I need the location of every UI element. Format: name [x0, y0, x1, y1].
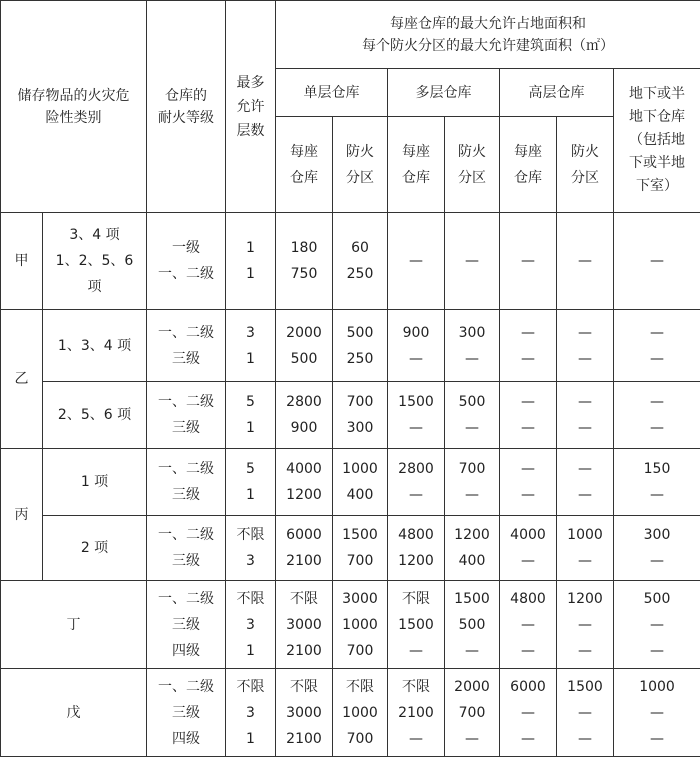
high-zone-cell: — — — [557, 382, 614, 449]
multi-zone-cell: 500 — — [445, 382, 500, 449]
item-cell: 2 项 — [43, 516, 147, 581]
high-zone-cell: — — — [557, 449, 614, 516]
single-ware-cell: 2800 900 — [276, 382, 333, 449]
multi-zone-cell: 300 — — [445, 310, 500, 382]
high-zone-cell: 1500 — — — [557, 669, 614, 757]
rating-cell: 一、二级 三级 四级 — [147, 581, 226, 669]
underground-cell: — — — [614, 310, 700, 382]
header-multi-fire-zone: 防火 分区 — [445, 117, 500, 213]
high-zone-cell: — — [557, 213, 614, 310]
underground-cell: 1000 — — — [614, 669, 700, 757]
high-ware-cell: — — [500, 213, 557, 310]
item-cell: 1 项 — [43, 449, 147, 516]
underground-cell: — — [614, 213, 700, 310]
rating-cell: 一、二级 三级 — [147, 516, 226, 581]
single-ware-cell: 不限 3000 2100 — [276, 581, 333, 669]
floors-cell: 5 1 — [226, 449, 276, 516]
high-zone-cell: 1200 — — — [557, 581, 614, 669]
header-high-fire-zone: 防火 分区 — [557, 117, 614, 213]
single-zone-cell: 不限 1000 700 — [333, 669, 388, 757]
category-jia: 甲 — [1, 213, 43, 310]
item-cell: 2、5、6 项 — [43, 382, 147, 449]
item-cell: 1、3、4 项 — [43, 310, 147, 382]
multi-zone-cell: 700 — — [445, 449, 500, 516]
floors-cell: 不限 3 1 — [226, 669, 276, 757]
high-zone-cell: 1000 — — [557, 516, 614, 581]
single-ware-cell: 不限 3000 2100 — [276, 669, 333, 757]
multi-zone-cell: 1200 400 — [445, 516, 500, 581]
underground-cell: 500 — — — [614, 581, 700, 669]
high-ware-cell: 4000 — — [500, 516, 557, 581]
single-zone-cell: 500 250 — [333, 310, 388, 382]
category-yi: 乙 — [1, 310, 43, 449]
single-ware-cell: 4000 1200 — [276, 449, 333, 516]
header-high-per-warehouse: 每座 仓库 — [500, 117, 557, 213]
category-wu: 戊 — [1, 669, 147, 757]
header-multi-per-warehouse: 每座 仓库 — [388, 117, 445, 213]
underground-cell: — — — [614, 382, 700, 449]
rating-cell: 一、二级 三级 — [147, 310, 226, 382]
high-ware-cell: 4800 — — — [500, 581, 557, 669]
multi-ware-cell: 不限 2100 — — [388, 669, 445, 757]
multi-ware-cell: 900 — — [388, 310, 445, 382]
high-ware-cell: — — — [500, 310, 557, 382]
rating-cell: 一级 一、二级 — [147, 213, 226, 310]
multi-zone-cell: — — [445, 213, 500, 310]
single-zone-cell: 60 250 — [333, 213, 388, 310]
floors-cell: 不限 3 1 — [226, 581, 276, 669]
high-zone-cell: — — — [557, 310, 614, 382]
single-zone-cell: 1500 700 — [333, 516, 388, 581]
single-zone-cell: 1000 400 — [333, 449, 388, 516]
floors-cell: 3 1 — [226, 310, 276, 382]
high-ware-cell: — — — [500, 382, 557, 449]
header-category: 储存物品的火灾危 险性类别 — [1, 1, 147, 213]
header-multi-storey: 多层仓库 — [388, 69, 500, 117]
high-ware-cell: 6000 — — — [500, 669, 557, 757]
multi-ware-cell: 4800 1200 — [388, 516, 445, 581]
single-ware-cell: 2000 500 — [276, 310, 333, 382]
single-zone-cell: 700 300 — [333, 382, 388, 449]
multi-ware-cell: 2800 — — [388, 449, 445, 516]
single-ware-cell: 180 750 — [276, 213, 333, 310]
rating-cell: 一、二级 三级 — [147, 382, 226, 449]
multi-ware-cell: 1500 — — [388, 382, 445, 449]
category-bing: 丙 — [1, 449, 43, 581]
single-ware-cell: 6000 2100 — [276, 516, 333, 581]
underground-cell: 150 — — [614, 449, 700, 516]
floors-cell: 1 1 — [226, 213, 276, 310]
header-area-title: 每座仓库的最大允许占地面积和 每个防火分区的最大允许建筑面积（㎡） — [276, 1, 700, 69]
multi-zone-cell: 1500 500 — — [445, 581, 500, 669]
header-max-floors: 最多 允许 层数 — [226, 1, 276, 213]
rating-cell: 一、二级 三级 — [147, 449, 226, 516]
header-high-rise: 高层仓库 — [500, 69, 614, 117]
single-zone-cell: 3000 1000 700 — [333, 581, 388, 669]
header-underground: 地下或半 地下仓库 （包括地 下或半地 下室） — [614, 69, 700, 213]
multi-ware-cell: 不限 1500 — — [388, 581, 445, 669]
multi-ware-cell: — — [388, 213, 445, 310]
item-cell: 3、4 项 1、2、5、6 项 — [43, 213, 147, 310]
high-ware-cell: — — — [500, 449, 557, 516]
floors-cell: 不限 3 — [226, 516, 276, 581]
header-single-fire-zone: 防火 分区 — [333, 117, 388, 213]
multi-zone-cell: 2000 700 — — [445, 669, 500, 757]
header-single-per-warehouse: 每座 仓库 — [276, 117, 333, 213]
floors-cell: 5 1 — [226, 382, 276, 449]
underground-cell: 300 — — [614, 516, 700, 581]
header-single-storey: 单层仓库 — [276, 69, 388, 117]
rating-cell: 一、二级 三级 四级 — [147, 669, 226, 757]
header-fire-rating: 仓库的 耐火等级 — [147, 1, 226, 213]
category-ding: 丁 — [1, 581, 147, 669]
